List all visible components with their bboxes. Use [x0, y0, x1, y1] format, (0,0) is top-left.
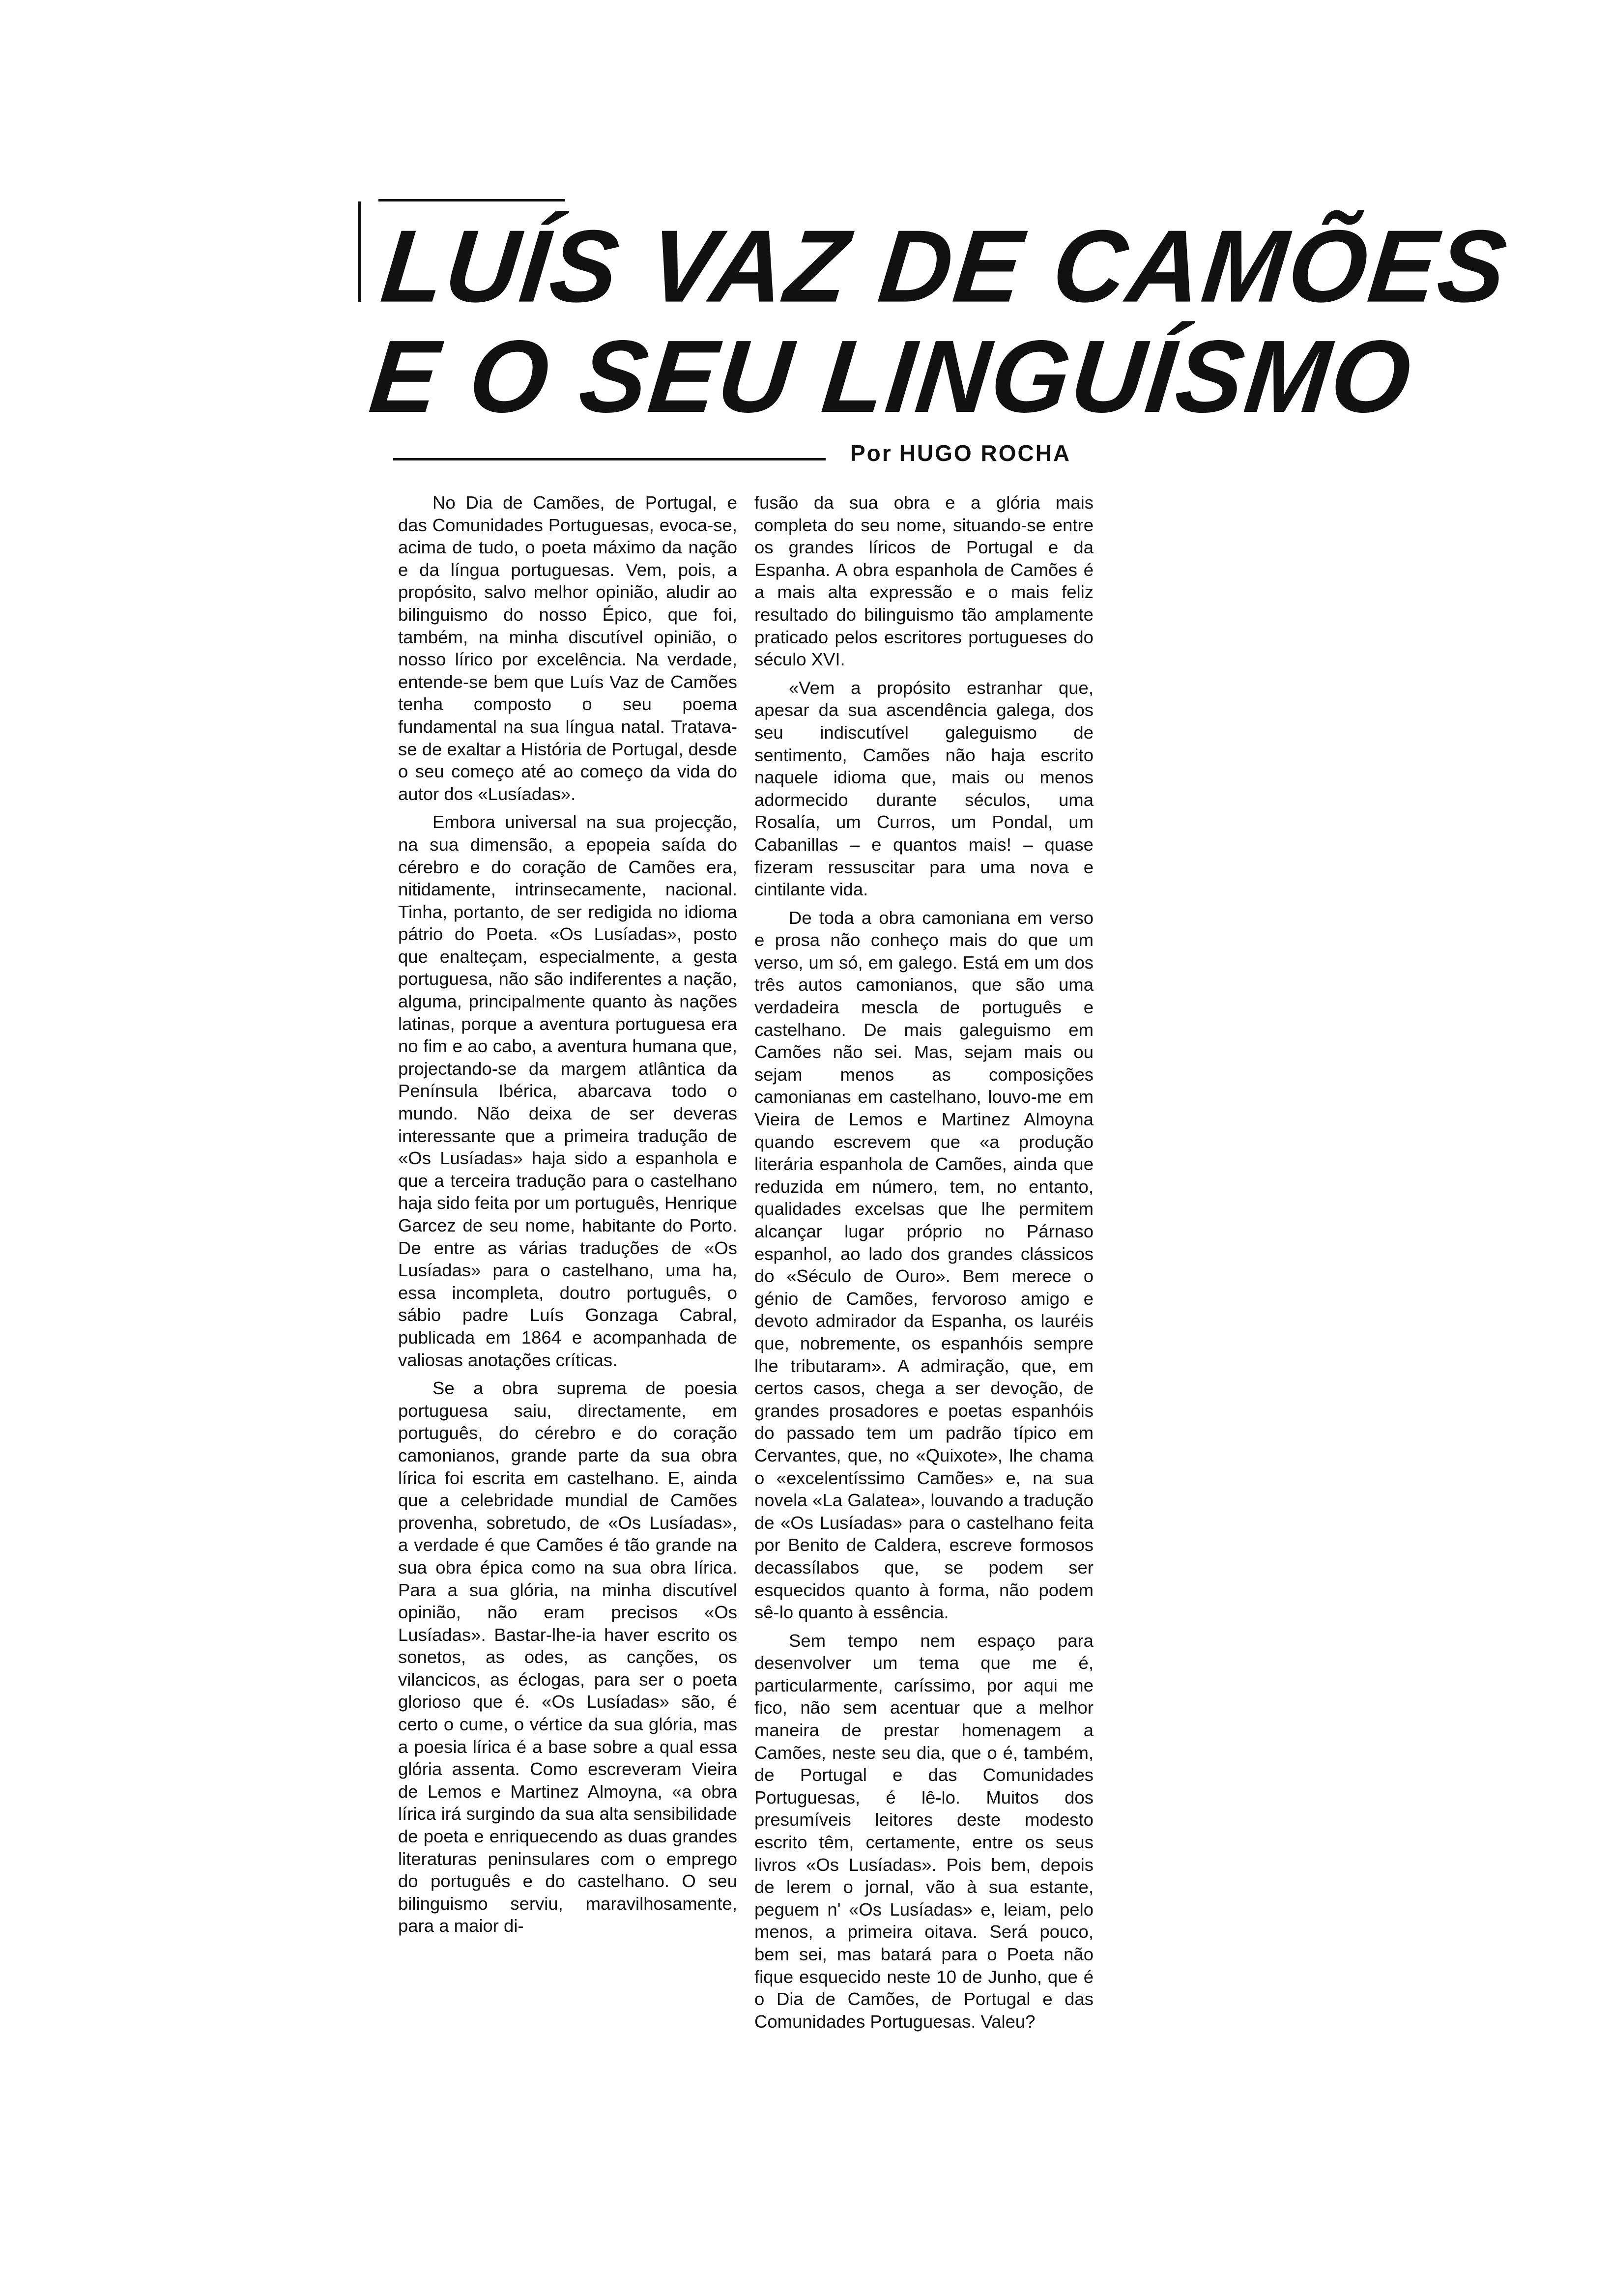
byline-author: HUGO ROCHA	[899, 440, 1071, 466]
paragraph: Embora universal na sua projecção, na sua dimensão, a epopeia saída do cérebro e do coração de Camões era, nitidamente, intrinsecamente, nacional. Tinha, portanto, de ser redigida no idioma pátrio do Poeta. «Os Lusíadas», posto que enalteçam, especialmente, a gesta portuguesa, não são indiferentes a nação, alguma, principalmente quanto às nações latinas, porque a aventura portuguesa era no fim e ao cabo, a aventura humana que, projectando-se da margem atlântica da Península Ibérica, abarcava todo o mundo. Não deixa de ser deveras interessante que a primeira tradução de «Os Lusíadas» haja sido a espanhola e que a terceira tradução para o castelhano haja sido feita por um português, Henrique Garcez de seu nome, habitante do Porto. De entre as várias traduções de «Os Lusíadas» para o castelhano, uma ha, essa incompleta, doutro português, o sábio padre Luís Gonzaga Cabral, publicada em 1864 e acompanhada de valiosas anotações críticas.	[398, 812, 737, 1370]
headline-line-1: LUÍS VAZ DE CAMÕES	[376, 208, 1514, 324]
header-rule-top	[378, 199, 565, 201]
article-column-left	[398, 491, 737, 1943]
article-headline	[365, 208, 1514, 434]
headline-line-2: E O SEU LINGUÍSMO	[365, 319, 1418, 434]
byline-rule	[393, 458, 826, 460]
paragraph: No Dia de Camões, de Portugal, e das Comunidades Portuguesas, evoca-se, acima de tudo, o poeta máximo da nação e da língua portuguesas. Vem, pois, a propósito, salvo melhor opinião, aludir ao bilinguismo do nosso Épico, que foi, também, na minha discutível opinião, o nosso lírico por excelência. Na verdade, entende-se bem que Luís Vaz de Camões tenha composto o seu poema fundamental na sua língua natal. Tratava-se de exaltar a História de Portugal, desde o seu começo até ao começo da vida do autor dos «Lusíadas».	[398, 492, 737, 804]
paragraph: «Vem a propósito estranhar que, apesar da sua ascendência galega, dos seu indiscutível galeguismo de sentimento, Camões não haja escrito naquele idioma que, mais ou menos adormecido durante séculos, uma Rosalía, um Curros, um Pondal, um Cabanillas – e quantos mais! – quase fizeram ressuscitar para uma nova e cintilante vida.	[754, 677, 1094, 900]
header-rule-left	[358, 201, 361, 302]
paragraph: De toda a obra camoniana em verso e prosa não conheço mais do que um verso, um só, em galego. Está em um dos três autos camonianos, que são uma verdadeira mescla de português e castelhano. De mais galeguismo em Camões não sei. Mas, sejam mais ou sejam menos as composições camonianas em castelhano, louvo-me em Vieira de Lemos e Martinez Almoyna quando escrevem que «a produção literária espanhola de Camões, ainda que reduzida em número, tem, no entanto, qualidades excelsas que lhe permitem alcançar lugar próprio no Párnaso espanhol, ao lado dos grandes clássicos do «Século de Ouro». Bem merece o génio de Camões, fervoroso amigo e devoto admirador da Espanha, os lauréis que, nobremente, os espanhóis sempre lhe tributaram». A admiração, que, em certos casos, chega a ser devoção, de grandes prosadores e poetas espanhóis do passado tem um padrão típico em Cervantes, que, no «Quixote», lhe chama o «excelentíssimo Camões» e, na sua novela «La Galatea», louvando a tradução de «Os Lusíadas» para o castelhano feita por Benito de Caldera, escreve formosos decassílabos que, se podem ser esquecidos quanto à forma, não podem sê-lo quanto à essência.	[754, 907, 1094, 1623]
article-column-right	[754, 491, 1094, 2038]
paragraph: Se a obra suprema de poesia portuguesa saiu, directamente, em português, do cérebro e do coração camonianos, grande parte da sua obra lírica foi escrita em castelhano. E, ainda que a celebridade mundial de Camões provenha, sobretudo, de «Os Lusíadas», a verdade é que Camões é tão grande na sua obra épica como na sua obra lírica. Para a sua glória, na minha discutível opinião, não eram precisos «Os Lusíadas». Bastar-lhe-ia haver escrito os sonetos, as odes, as canções, os vilancicos, as éclogas, para ser o poeta glorioso que é. «Os Lusíadas» são, é certo o cume, o vértice da sua glória, mas a poesia lírica é a base sobre a qual essa glória assenta. Como escreveram Vieira de Lemos e Martinez Almoyna, «a obra lírica irá surgindo da sua alta sensibilidade de poeta e enriquecendo as duas grandes literaturas peninsulares com o emprego do português e do castelhano. O seu bilinguismo serviu, maravilhosamente, para a maior di-	[398, 1378, 737, 1936]
paragraph-continued: fusão da sua obra e a glória mais completa do seu nome, situando-se entre os grandes líricos de Portugal e da Espanha. A obra espanhola de Camões é a mais alta expressão e o mais feliz resultado do bilinguismo tão amplamente praticado pelos escritores portugueses do século XVI.	[754, 492, 1094, 670]
paragraph: Sem tempo nem espaço para desenvolver um tema que me é, particularmente, caríssimo, por aqui me fico, não sem acentuar que a melhor maneira de prestar homenagem a Camões, neste seu dia, que o é, também, de Portugal e das Comunidades Portuguesas, é lê-lo. Muitos dos presumíveis leitores deste modesto escrito têm, certamente, entre os seus livros «Os Lusíadas». Pois bem, depois de lerem o jornal, vão à sua estante, peguem n' «Os Lusíadas» e, leiam, pelo menos, a primeira oitava. Será pouco, bem sei, mas batará para o Poeta não fique esquecido neste 10 de Junho, que é o Dia de Camões, de Portugal e das Comunidades Portuguesas. Valeu?	[754, 1630, 1094, 2032]
byline-prefix: Por	[850, 440, 892, 466]
byline	[850, 440, 1071, 466]
